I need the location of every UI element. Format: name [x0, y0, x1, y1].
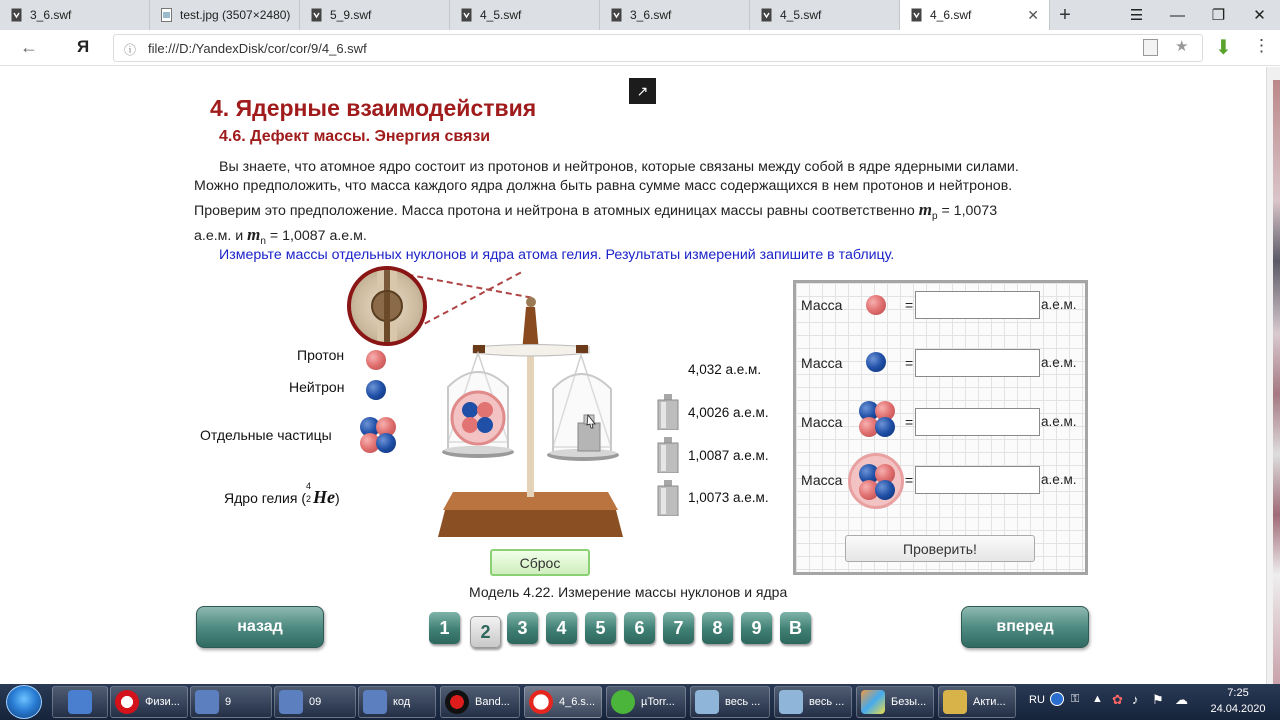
- hamburger-menu-icon[interactable]: ☰: [1129, 7, 1144, 24]
- neutron-label: Нейтрон: [289, 379, 345, 395]
- bookmark-star-icon[interactable]: ★: [1175, 38, 1189, 55]
- window-controls: [1116, 0, 1280, 30]
- forward-button[interactable]: вперед: [961, 606, 1089, 648]
- network-icon[interactable]: ⚿: [1071, 693, 1080, 705]
- swf-file-icon: [311, 8, 322, 22]
- info-icon[interactable]: ⓘ: [124, 43, 137, 57]
- taskbar-item[interactable]: [856, 686, 934, 718]
- tab-label: 5_9.swf: [330, 8, 372, 22]
- document-icon: [779, 690, 803, 714]
- page-button-7[interactable]: 7: [663, 612, 694, 644]
- download-icon[interactable]: ⬇: [1215, 37, 1232, 59]
- back-arrow-icon[interactable]: ←: [20, 37, 38, 57]
- taskbar-label: 9: [225, 696, 232, 708]
- helium-nucleus-icon: [848, 453, 904, 509]
- weight-label: 1,0087 а.е.м.: [688, 448, 769, 463]
- swf-file-icon: [611, 8, 622, 22]
- equals-sign: =: [905, 355, 914, 371]
- opera-icon: [115, 690, 139, 714]
- helium-symbol: He: [312, 487, 335, 507]
- unit-label: а.е.м.: [1041, 414, 1077, 429]
- neutron-particle: [376, 433, 396, 453]
- taskbar-label: Акти...: [973, 696, 1006, 708]
- taskbar-label: µTorr...: [641, 696, 675, 708]
- taskbar-item[interactable]: [774, 686, 852, 718]
- yandex-logo[interactable]: Я: [77, 37, 90, 56]
- browser-tab[interactable]: [450, 0, 600, 30]
- tab-label: 3_6.swf: [630, 8, 672, 22]
- record-icon: [445, 690, 469, 714]
- weight-label: 4,032 а.е.м.: [688, 362, 762, 377]
- unit-label: а.е.м.: [1041, 297, 1077, 312]
- helium-mass-number: 4: [305, 481, 311, 491]
- results-table: [793, 280, 1088, 575]
- neutron-mass-symbol: m: [247, 225, 261, 244]
- taskbar-label: весь ...: [725, 696, 761, 708]
- check-button[interactable]: Проверить!: [845, 535, 1035, 562]
- document-icon: [695, 690, 719, 714]
- helium-label-text: ): [334, 490, 340, 506]
- proton-particle[interactable]: [366, 350, 386, 370]
- neutron-particle: [875, 417, 895, 437]
- taskbar-item[interactable]: [440, 686, 520, 718]
- helium-label-text: Ядро гелия (: [224, 490, 306, 506]
- folder-icon: [195, 690, 219, 714]
- activation-icon: [943, 690, 967, 714]
- intro-paragraph-line1: Вы знаете, что атомное ядро состоит из протонов и нейтронов, которые связаны между собой в ядре ядерными силами.: [219, 159, 1019, 175]
- reader-mode-icon[interactable]: [1143, 39, 1158, 56]
- proton-particle: [866, 295, 886, 315]
- page-button-3[interactable]: 3: [507, 612, 538, 644]
- taskbar-item-active[interactable]: [524, 686, 602, 718]
- para-text: = 1,0073: [937, 203, 998, 219]
- separate-particles-group: [857, 399, 897, 439]
- browser-tab[interactable]: [0, 0, 150, 30]
- url-text[interactable]: file:///D:/YandexDisk/cor/cor/9/4_6.swf: [148, 41, 367, 56]
- intro-paragraph-line3: [194, 200, 997, 222]
- taskbar-item[interactable]: [110, 686, 188, 718]
- minimize-icon[interactable]: —: [1170, 6, 1185, 24]
- popout-icon[interactable]: ↗: [629, 78, 656, 104]
- page-button-2[interactable]: 2: [470, 616, 501, 648]
- tab-label: 3_6.swf: [30, 8, 72, 22]
- equals-sign: =: [905, 472, 914, 488]
- tray-app-icon[interactable]: ✿: [1112, 692, 1123, 707]
- neutron-particle: [875, 480, 895, 500]
- start-button[interactable]: [6, 685, 42, 719]
- taskbar-label: Физи...: [145, 696, 180, 708]
- magnifier-lens: [347, 266, 427, 346]
- address-bar-row: [0, 30, 1280, 66]
- browser-tab[interactable]: [750, 0, 900, 30]
- taskbar-label: 09: [309, 696, 322, 708]
- taskbar-item[interactable]: [938, 686, 1016, 718]
- unit-label: а.е.м.: [1041, 472, 1077, 487]
- utorrent-icon: [611, 690, 635, 714]
- taskbar-item[interactable]: [606, 686, 686, 718]
- page-button-9[interactable]: 9: [741, 612, 772, 644]
- taskbar-label: весь ...: [809, 696, 845, 708]
- swf-file-icon: [911, 8, 922, 22]
- helium-mass-input[interactable]: [915, 466, 1040, 494]
- neutron-mass-subscript: n: [260, 235, 266, 247]
- vertical-dots-icon[interactable]: ⋮: [1253, 36, 1270, 55]
- taskbar-item[interactable]: [190, 686, 272, 718]
- para-text: а.е.м. и: [194, 228, 248, 244]
- neutron-particle[interactable]: [366, 380, 386, 400]
- folder-icon: [363, 690, 387, 714]
- page-button-5[interactable]: 5: [585, 612, 616, 644]
- help-icon[interactable]: [1050, 692, 1064, 706]
- helium-nucleus-label: [224, 481, 340, 508]
- mass-row-label: Масса: [801, 472, 843, 488]
- swf-file-icon: [761, 8, 772, 22]
- unit-label: а.е.м.: [1041, 355, 1077, 370]
- mass-row-label: Масса: [801, 414, 843, 430]
- url-field[interactable]: [113, 34, 1203, 62]
- weight-label: 1,0073 а.е.м.: [688, 490, 769, 505]
- folder-icon: [279, 690, 303, 714]
- mass-row-label: Масса: [801, 355, 843, 371]
- taskbar-label: Band...: [475, 696, 510, 708]
- taskbar-label: 4_6.s...: [559, 696, 596, 708]
- separate-particles-label: Отдельные частицы: [200, 427, 332, 443]
- cloud-icon[interactable]: ☁: [1175, 692, 1188, 707]
- page-button-8[interactable]: 8: [702, 612, 733, 644]
- swf-file-icon: [11, 8, 22, 22]
- tab-label: 4_5.swf: [480, 8, 522, 22]
- separate-particles-group[interactable]: [358, 415, 398, 455]
- browser-tab[interactable]: [150, 0, 300, 30]
- taskbar-label: Безы...: [891, 696, 927, 708]
- tab-close-icon[interactable]: ✕: [1027, 7, 1039, 23]
- taskbar-item[interactable]: [358, 686, 436, 718]
- page-button-4[interactable]: 4: [546, 612, 577, 644]
- back-button[interactable]: назад: [196, 606, 324, 648]
- mass-row-label: Масса: [801, 297, 843, 313]
- weight-icon[interactable]: [657, 480, 679, 516]
- browser-tab-active[interactable]: [900, 0, 1050, 30]
- intro-paragraph-line2: Можно предположить, что масса каждого ядра должна быть равна сумме масс содержащихся в нем протонов и нейтронов.: [194, 178, 1013, 194]
- neutron-mass-input[interactable]: [915, 349, 1040, 377]
- model-caption: Модель 4.22. Измерение массы нуклонов и ядра: [469, 584, 788, 600]
- reset-button[interactable]: Сброс: [490, 549, 590, 576]
- flash-content: [0, 67, 1266, 684]
- clock-time[interactable]: 7:25: [1227, 687, 1249, 699]
- equals-sign: =: [905, 297, 914, 313]
- paint-icon: [861, 690, 885, 714]
- new-tab-button[interactable]: +: [1059, 3, 1071, 26]
- tab-label: test.jpg (3507×2480): [180, 8, 291, 22]
- proton-mass-input[interactable]: [915, 291, 1040, 319]
- equals-sign: =: [905, 414, 914, 430]
- proton-mass-symbol: m: [918, 200, 932, 219]
- browser-tab-strip: [0, 0, 1280, 30]
- taskbar-item[interactable]: [690, 686, 770, 718]
- close-window-icon[interactable]: ✕: [1253, 7, 1266, 24]
- weight-icon[interactable]: [657, 437, 679, 473]
- browser-tab[interactable]: [600, 0, 750, 30]
- background-edge: [1273, 80, 1280, 684]
- tab-label: 4_5.swf: [780, 8, 822, 22]
- swf-file-icon: [461, 8, 472, 22]
- para-text: = 1,0087 а.е.м.: [265, 228, 367, 244]
- taskbar: [0, 684, 1280, 720]
- balance-scale: [433, 297, 628, 542]
- restore-icon[interactable]: ❐: [1211, 7, 1226, 24]
- tray-expand-icon[interactable]: ▲: [1092, 693, 1103, 705]
- speaker-icon: [68, 690, 92, 714]
- weight-label: 4,0026 а.е.м.: [688, 405, 769, 420]
- page-button-6[interactable]: 6: [624, 612, 655, 644]
- particles-mass-input[interactable]: [915, 408, 1040, 436]
- page-subtitle: 4.6. Дефект массы. Энергия связи: [219, 128, 491, 145]
- volume-icon[interactable]: ♪: [1132, 692, 1139, 707]
- tab-label: 4_6.swf: [930, 8, 972, 22]
- image-file-icon: [161, 8, 172, 22]
- proton-label: Протон: [297, 347, 345, 363]
- proton-mass-subscript: p: [931, 210, 938, 222]
- page-title: 4. Ядерные взаимодействия: [210, 95, 537, 121]
- instruction-text: Измерьте массы отдельных нуклонов и ядра атома гелия. Результаты измерений запишите в таблицу.: [219, 247, 895, 263]
- helium-atomic-number: 2: [305, 494, 311, 504]
- para-text: Проверим это предположение. Масса протона и нейтрона в атомных единицах массы равны соответственно: [194, 203, 919, 219]
- balance-pivot-icon: [351, 270, 423, 342]
- browser-tab[interactable]: [300, 0, 450, 30]
- taskbar-item[interactable]: [274, 686, 356, 718]
- page-button-b[interactable]: B: [780, 612, 811, 644]
- intro-paragraph-line4: [194, 225, 367, 247]
- yandex-browser-icon: [529, 690, 553, 714]
- neutron-particle: [866, 352, 886, 372]
- taskbar-pinned-speaker[interactable]: [52, 686, 108, 718]
- flag-icon[interactable]: ⚑: [1152, 692, 1164, 707]
- page-button-1[interactable]: 1: [429, 612, 460, 644]
- language-indicator[interactable]: RU: [1029, 694, 1045, 706]
- clock-date[interactable]: 24.04.2020: [1210, 703, 1266, 715]
- taskbar-label: код: [393, 696, 411, 708]
- weight-icon[interactable]: [657, 394, 679, 430]
